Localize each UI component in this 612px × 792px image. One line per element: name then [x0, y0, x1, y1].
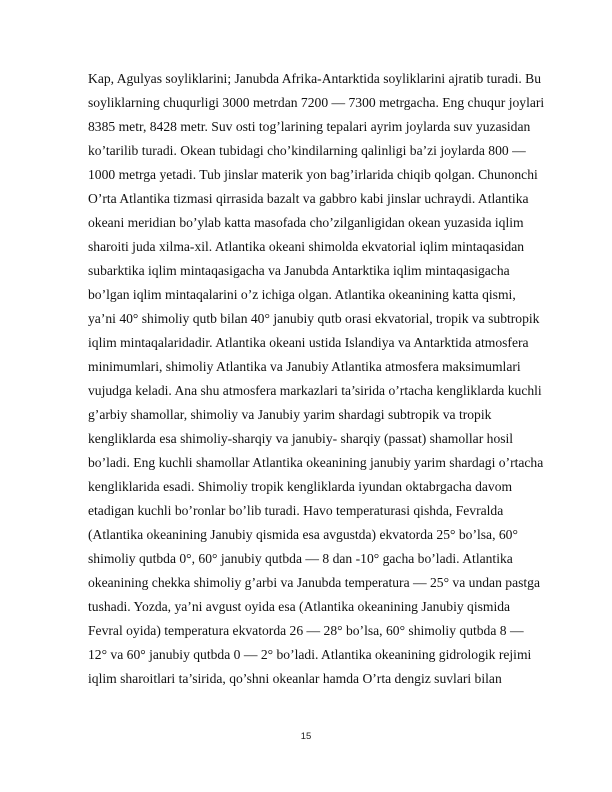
text-line: okeani meridian bo’ylab katta masofada cho’zilganligidan okean yuzasida iqlim — [88, 215, 524, 230]
text-line: (Atlantika okeanining Janubiy qismida esa avgustda) ekvatorda 25° bo’lsa, 60° — [88, 527, 518, 542]
text-line: bo’lgan iqlim mintaqalarini o’z ichiga olgan. Atlantika okeanining katta qismi, — [88, 287, 516, 302]
text-line: sharoiti juda xilma-xil. Atlantika okeani shimolda ekvatorial iqlim mintaqasidan — [88, 239, 525, 254]
page-number: 15 — [300, 731, 312, 742]
text-line: soyliklarning chuqurligi 3000 metrdan 7200 — 7300 metrgacha. Eng chuqur joylari — [88, 95, 545, 110]
text-line: okeanining chekka shimoliy g’arbi va Janubda temperatura — 25° va undan pastga — [88, 575, 541, 590]
text-line: iqlim mintaqalaridadir. Atlantika okeani ustida Islandiya va Antarktida atmosfera — [88, 335, 529, 350]
text-line: 1000 metrga yetadi. Tub jinslar materik yon bag’irlarida chiqib qolgan. Chunonchi — [88, 167, 538, 182]
text-line: Kap, Agulyas soyliklarini; Janubda Afrika-Antarktida soyliklarini ajratib turadi. Bu — [88, 71, 542, 86]
text-line: g’arbiy shamollar, shimoliy va Janubiy yarim shardagi subtropik va tropik — [88, 407, 492, 422]
text-line: kengliklarda esa shimoliy-sharqiy va janubiy- sharqiy (passat) shamollar hosil — [88, 431, 514, 446]
body-text — [88, 67, 545, 691]
text-line: 8385 metr, 8428 metr. Suv osti tog’larining tepalari ayrim joylarda suv yuzasidan — [88, 119, 531, 134]
text-line: subarktika iqlim mintaqasigacha va Janubda Antarktika iqlim mintaqasigacha — [88, 263, 510, 278]
text-line: 12° va 60° janubiy qutbda 0 — 2° bo’ladi. Atlantika okeanining gidrologik rejimi — [88, 647, 532, 662]
text-line: vujudga keladi. Ana shu atmosfera markazlari ta’sirida o’rtacha kengliklarda kuchli — [88, 383, 542, 398]
text-line: tushadi. Yozda, ya’ni avgust oyida esa (Atlantika okeanining Janubiy qismida — [88, 599, 511, 614]
text-line: bo’ladi. Eng kuchli shamollar Atlantika okeanining janubiy yarim shardagi o’rtacha — [88, 455, 544, 470]
text-line: O’rta Atlantika tizmasi qirrasida bazalt va gabbro kabi jinslar uchraydi. Atlantika — [88, 191, 529, 206]
text-line: iqlim sharoitlari ta’sirida, qo’shni okeanlar hamda O’rta dengiz suvlari bilan — [88, 671, 502, 686]
text-line: kengliklarida esadi. Shimoliy tropik kengliklarda iyundan oktabrgacha davom — [88, 479, 513, 494]
text-line: etadigan kuchli bo’ronlar bo’lib turadi. Havo temperaturasi qishda, Fevralda — [88, 503, 504, 518]
text-line: ko’tarilib turadi. Okean tubidagi cho’kindilarning qalinligi ba’zi joylarda 800 — — [88, 143, 526, 158]
text-line: Fevral oyida) temperatura ekvatorda 26 — 28° bo’lsa, 60° shimoliy qutbda 8 — — [88, 623, 524, 638]
text-line: ya’ni 40° shimoliy qutb bilan 40° janubiy qutb orasi ekvatorial, tropik va subtropik — [88, 311, 540, 326]
text-line: minimumlari, shimoliy Atlantika va Janubiy Atlantika atmosfera maksimumlari — [88, 359, 521, 374]
text-line: shimoliy qutbda 0°, 60° janubiy qutbda — 8 dan -10° gacha bo’ladi. Atlantika — [88, 551, 513, 566]
